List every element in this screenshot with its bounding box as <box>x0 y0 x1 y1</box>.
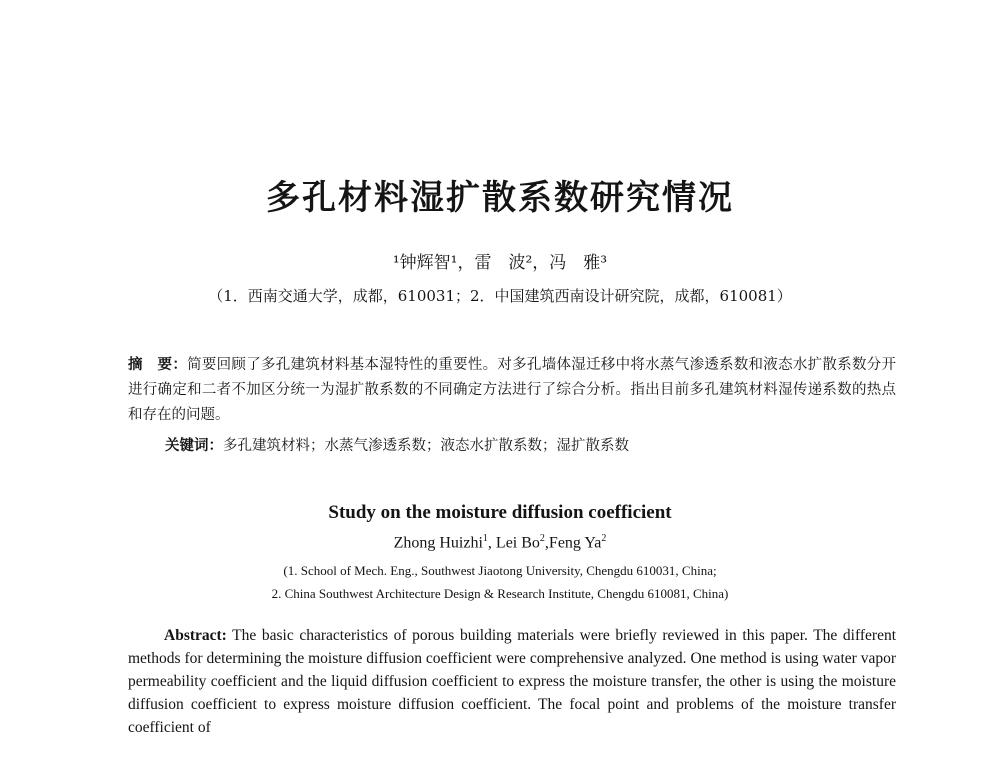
abstract-cn-label: 摘 要： <box>128 356 188 373</box>
affiliation-cn: （1．西南交通大学，成都，610031；2．中国建筑西南设计研究院，成都，610081） <box>208 287 792 305</box>
affiliation-en-1: (1. School of Mech. Eng., Southwest Jiaotong University, Chengdu 610031, China; <box>283 563 717 578</box>
author-2-mark: 2 <box>539 533 545 544</box>
author-3-mark: 2 <box>601 533 607 544</box>
abstract-en <box>128 624 896 739</box>
authors-en <box>0 533 1000 552</box>
abstract-en-paragraph <box>128 624 896 739</box>
keywords-cn <box>165 434 895 455</box>
author-2: , Lei Bo <box>487 534 540 552</box>
authors-cn: ¹钟辉智¹，雷 波²，冯 雅³ <box>392 253 608 273</box>
paper-title-cn: 多孔材料湿扩散系数研究情况 <box>266 178 734 218</box>
author-1: Zhong Huizhi <box>393 534 483 552</box>
author-3: ,Feng Ya <box>544 534 602 552</box>
abstract-en-text: The basic characteristics of porous building materials were briefly reviewed in this paper. The different methods for determining the moisture diffusion coefficient were comprehensive analyzed. One method is using water vapor permeability coefficient and the liquid diffusion coefficient to express the moisture transfer, the other is using the moisture diffusion coefficient to express moisture diffusion coefficient. The focal point and problems of the moisture transfer coefficient of <box>128 627 896 736</box>
affiliation-en-2: 2. China Southwest Architecture Design & Research Institute, Chengdu 610081, China) <box>271 586 729 601</box>
abstract-cn <box>128 352 896 428</box>
paper-title-en: Study on the moisture diffusion coefficient <box>328 502 672 523</box>
abstract-cn-text: 简要回顾了多孔建筑材料基本湿特性的重要性。对多孔墙体湿迁移中将水蒸气渗透系数和液态水扩散系数分开进行确定和二者不加区分统一为湿扩散系数的不同确定方法进行了综合分析。指出目前多孔建筑材料湿传递系数的热点和存在的问题。 <box>128 357 897 423</box>
author-1-mark: 1 <box>482 533 488 544</box>
abstract-en-label: Abstract: <box>164 627 227 644</box>
keywords-cn-text: 多孔建筑材料；水蒸气渗透系数；液态水扩散系数；湿扩散系数 <box>223 438 629 454</box>
keywords-cn-label: 关键词： <box>165 437 223 454</box>
